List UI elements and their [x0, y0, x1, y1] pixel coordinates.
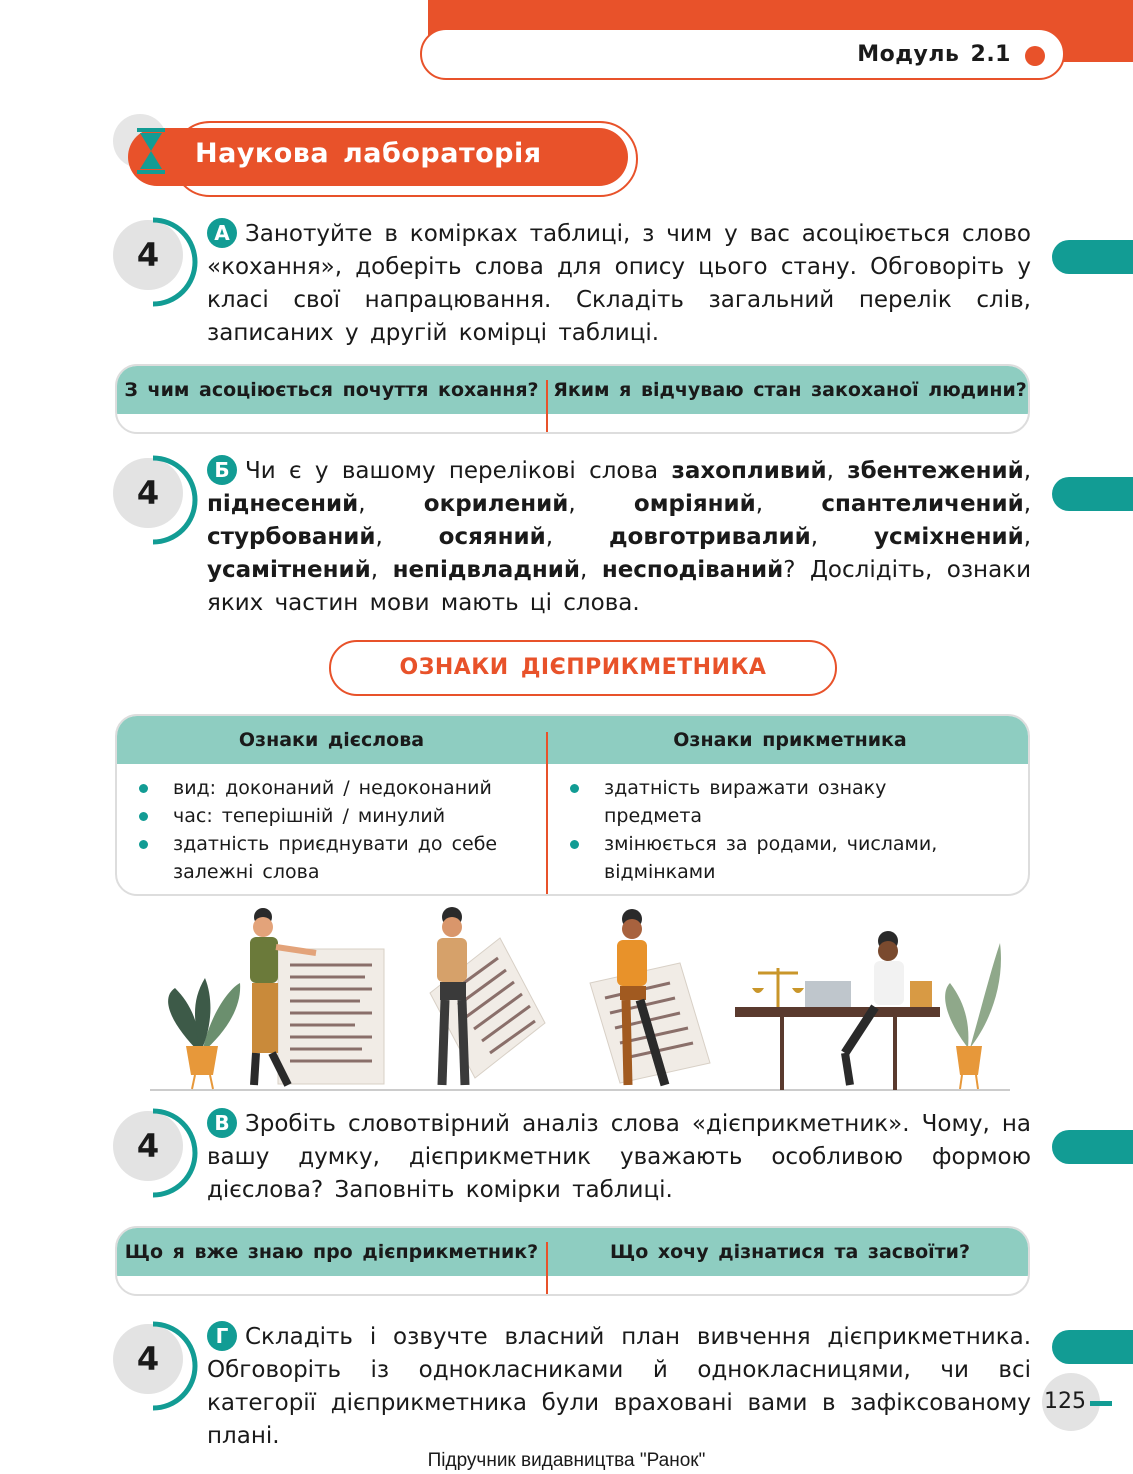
knowledge-table: [115, 1226, 1030, 1296]
task-number-d: 4: [113, 1316, 209, 1412]
adjective-signs-header: Ознаки прикметника: [673, 729, 907, 751]
list-item: час: теперішній / минулий: [117, 802, 517, 830]
people-with-documents-illustration: [150, 903, 1010, 1095]
table-header-cell: З чим асоціюється почуття кохання?: [124, 379, 539, 401]
task-c-text: В Зробіть словотвірний аналіз слова «дієприкметник». Чому, на вашу думку, дієприкметник уважають особливою формою дієслова? Заповніть комірки таблиці.: [207, 1108, 1031, 1207]
page-number: 125: [1044, 1389, 1086, 1414]
page-number-bar: [1090, 1401, 1112, 1406]
associations-table: [115, 364, 1030, 434]
side-tab: [1052, 240, 1133, 274]
side-tab: [1052, 477, 1133, 511]
task-number-a: 4: [113, 212, 209, 308]
plant-icon: [945, 943, 1001, 1089]
table-header-cell: Яким я відчуваю стан закоханої людини?: [553, 379, 1027, 401]
section-title: Наукова лабораторія: [195, 138, 542, 169]
adjective-signs-list: [548, 774, 988, 886]
task-letter-badge: Б: [207, 455, 237, 485]
hourglass-icon: [136, 126, 166, 176]
side-tab: [1052, 1330, 1133, 1364]
list-item: здатність виражати ознаку предмета: [548, 774, 988, 830]
publisher-footer: Підручник видавництва "Ранок": [427, 1450, 706, 1471]
module-dot-icon: [1025, 46, 1045, 66]
list-item: вид: доконаний / недоконаний: [117, 774, 517, 802]
task-number-c: 4: [113, 1103, 209, 1199]
task-b-text: Б Чи є у вашому переліковi слова захопливий, збентежений, піднесений, окрилений, омріяний, спантеличений, стурбований, осяяний, довготривалий, усміхнений, усамітнений, непідвладний, несподіваний? Дослідіть, ознаки яких частин мови мають ці слова.: [207, 455, 1031, 620]
task-a-text: А Занотуйте в комірках таблиці, з чим у вас асоціюється слово «кохання», доберіть слова для опису цього стану. Обговоріть у класі свої напрацювання. Складіть загальний перелік слів, записаних у другій комірці таблиці.: [207, 218, 1031, 350]
task-letter-badge: В: [207, 1108, 237, 1138]
side-tab: [1052, 1130, 1133, 1164]
table-divider: [546, 380, 548, 434]
verb-signs-header: Ознаки дієслова: [238, 729, 425, 751]
verb-signs-list: [117, 774, 517, 886]
participle-signs-table: [115, 714, 1030, 896]
task-letter-badge: А: [207, 218, 237, 248]
desk-with-scales-icon: [735, 931, 940, 1090]
list-item: здатність приєднувати до себе залежні слова: [117, 830, 517, 886]
task-letter-badge: Г: [207, 1321, 237, 1351]
person-icon: [250, 908, 384, 1085]
person-icon: [590, 909, 710, 1085]
table-header-cell: Що хочу дізнатися та засвоїти?: [610, 1241, 970, 1263]
task-number-b: 4: [113, 450, 209, 546]
person-icon: [430, 907, 545, 1085]
task-d-text: Г Складіть і озвучте власний план вивчення дієприкметника. Обговоріть із однокласниками й однокласницями, чи всі категорії дієприкметника були враховані вами в зафіксованому плані.: [207, 1321, 1031, 1453]
module-label: Модуль 2.1: [857, 42, 1011, 67]
plant-icon: [168, 978, 240, 1089]
module-pill: [420, 28, 1065, 80]
list-item: змінюється за родами, числами, відмінками: [548, 830, 988, 886]
signs-title: ОЗНАКИ ДІЄПРИКМЕТНИКА: [329, 640, 837, 696]
table-header-cell: Що я вже знаю про дієприкметник?: [124, 1241, 539, 1263]
table-divider: [546, 1242, 548, 1296]
